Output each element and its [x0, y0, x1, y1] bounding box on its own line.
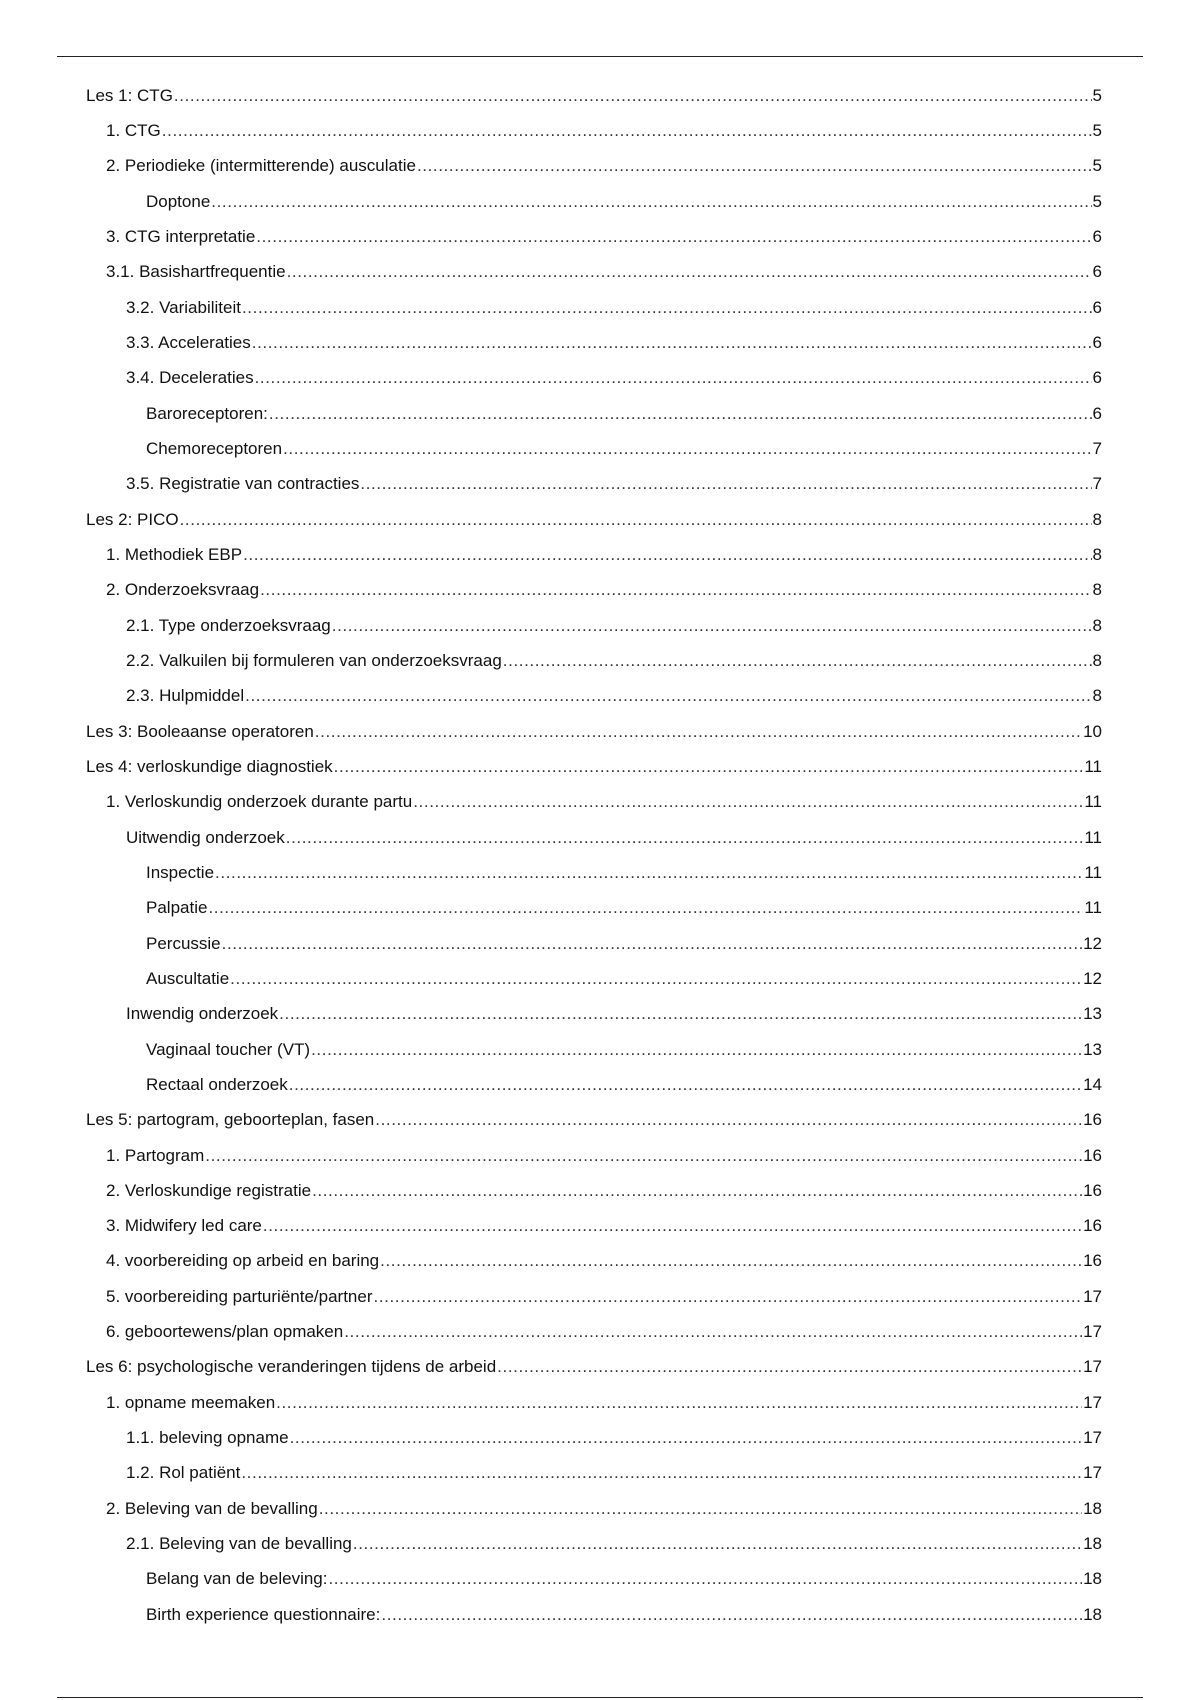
toc-entry-page-number: 11	[1084, 827, 1102, 847]
toc-entry[interactable]	[86, 1138, 1102, 1173]
toc-entry[interactable]	[86, 184, 1102, 219]
toc-entry-page-number: 8	[1092, 544, 1102, 564]
toc-entry-title: 2.3. Hulpmiddel	[126, 686, 245, 706]
toc-entry-page-number: 13	[1083, 1039, 1102, 1059]
toc-entry-title: Vaginaal toucher (VT)	[146, 1039, 311, 1059]
toc-entry-page-number: 18	[1083, 1569, 1102, 1589]
toc-entry-page-number: 18	[1083, 1604, 1102, 1624]
toc-entry-page-number: 17	[1083, 1463, 1102, 1483]
dot-leader	[260, 580, 1091, 600]
toc-entry-page-number: 16	[1083, 1110, 1102, 1130]
dot-leader	[276, 1393, 1082, 1413]
toc-entry-page-number: 10	[1083, 721, 1102, 741]
toc-entry[interactable]	[86, 1385, 1102, 1420]
toc-entry-page-number: 16	[1083, 1145, 1102, 1165]
toc-entry-title: 1. Verloskundig onderzoek durante partu	[106, 792, 413, 812]
toc-entry-title: Les 3: Booleaanse operatoren	[86, 721, 314, 741]
dot-leader	[360, 474, 1091, 494]
toc-entry-title: Inwendig onderzoek	[126, 1004, 279, 1024]
toc-entry[interactable]	[86, 1350, 1102, 1385]
dot-leader	[287, 262, 1092, 282]
dot-leader	[162, 121, 1092, 141]
toc-entry-title: Chemoreceptoren	[146, 438, 283, 458]
toc-entry-title: Les 4: verloskundige diagnostiek	[86, 756, 333, 776]
toc-entry[interactable]	[86, 255, 1102, 290]
toc-entry-title: 5. voorbereiding parturiënte/partner	[106, 1286, 373, 1306]
toc-entry-title: 3. CTG interpretatie	[106, 226, 256, 246]
dot-leader	[290, 1428, 1083, 1448]
toc-entry[interactable]	[86, 1456, 1102, 1491]
toc-entry[interactable]	[86, 290, 1102, 325]
dot-leader	[215, 863, 1083, 883]
toc-entry-title: 1. opname meemaken	[106, 1392, 276, 1412]
toc-entry[interactable]	[86, 1491, 1102, 1526]
toc-entry-page-number: 12	[1083, 933, 1102, 953]
toc-entry-page-number: 14	[1083, 1074, 1102, 1094]
dot-leader	[332, 616, 1092, 636]
toc-entry-page-number: 6	[1092, 226, 1102, 246]
toc-entry[interactable]	[86, 679, 1102, 714]
toc-entry-page-number: 12	[1083, 968, 1102, 988]
dot-leader	[283, 439, 1091, 459]
toc-entry-page-number: 16	[1083, 1216, 1102, 1236]
toc-entry-page-number: 6	[1092, 332, 1102, 352]
toc-entry[interactable]	[86, 749, 1102, 784]
toc-entry[interactable]	[86, 1173, 1102, 1208]
toc-entry-title: 2.2. Valkuilen bij formuleren van onderzoeksvraag	[126, 650, 502, 670]
toc-entry[interactable]	[86, 1597, 1102, 1632]
dot-leader	[344, 1322, 1082, 1342]
toc-entry-page-number: 11	[1084, 756, 1102, 776]
dot-leader	[255, 368, 1092, 388]
toc-entry[interactable]	[86, 855, 1102, 890]
header-rule	[57, 56, 1143, 57]
toc-entry-title: 4. voorbereiding op arbeid en baring	[106, 1251, 380, 1271]
dot-leader	[205, 1146, 1082, 1166]
dot-leader	[497, 1357, 1082, 1377]
toc-entry[interactable]	[86, 997, 1102, 1032]
dot-leader	[381, 1605, 1082, 1625]
toc-entry-title: 1.2. Rol patiënt	[126, 1463, 241, 1483]
toc-entry[interactable]	[86, 219, 1102, 254]
dot-leader	[375, 1110, 1082, 1130]
toc-entry[interactable]	[86, 1420, 1102, 1455]
toc-entry[interactable]	[86, 961, 1102, 996]
toc-entry[interactable]	[86, 1279, 1102, 1314]
dot-leader	[286, 828, 1084, 848]
toc-entry[interactable]	[86, 537, 1102, 572]
table-of-contents	[86, 78, 1102, 1632]
toc-entry[interactable]	[86, 1067, 1102, 1102]
dot-leader	[312, 1181, 1082, 1201]
toc-entry-page-number: 17	[1083, 1286, 1102, 1306]
toc-entry-title: Uitwendig onderzoek	[126, 827, 285, 847]
toc-entry-page-number: 6	[1092, 297, 1102, 317]
dot-leader	[279, 1004, 1082, 1024]
dot-leader	[241, 1463, 1082, 1483]
footer-rule	[57, 1697, 1143, 1698]
dot-leader	[311, 1040, 1082, 1060]
toc-entry-title: 6. geboortewens/plan opmaken	[106, 1322, 344, 1342]
dot-leader	[328, 1569, 1082, 1589]
toc-entry-page-number: 16	[1083, 1251, 1102, 1271]
toc-entry[interactable]	[86, 1562, 1102, 1597]
toc-entry-title: Auscultatie	[146, 968, 230, 988]
toc-entry[interactable]	[86, 820, 1102, 855]
toc-entry-title: 3.4. Deceleraties	[126, 368, 254, 388]
toc-entry[interactable]	[86, 78, 1102, 113]
dot-leader	[222, 934, 1082, 954]
toc-entry-title: Les 1: CTG	[86, 85, 173, 105]
toc-entry[interactable]	[86, 1314, 1102, 1349]
toc-entry[interactable]	[86, 573, 1102, 608]
dot-leader	[245, 686, 1091, 706]
dot-leader	[380, 1251, 1082, 1271]
toc-entry-title: 2.1. Beleving van de bevalling	[126, 1534, 352, 1554]
toc-entry[interactable]	[86, 926, 1102, 961]
toc-entry-page-number: 11	[1084, 862, 1102, 882]
toc-entry[interactable]	[86, 1244, 1102, 1279]
dot-leader	[319, 1499, 1082, 1519]
toc-entry-page-number: 17	[1083, 1322, 1102, 1342]
toc-entry[interactable]	[86, 325, 1102, 360]
toc-entry-title: 1. Methodiek EBP	[106, 544, 243, 564]
toc-entry-page-number: 7	[1092, 474, 1102, 494]
toc-entry[interactable]	[86, 361, 1102, 396]
toc-entry-title: 3.5. Registratie van contracties	[126, 474, 360, 494]
toc-entry-title: 2. Beleving van de bevalling	[106, 1498, 318, 1518]
toc-entry-title: Les 6: psychologische veranderingen tijdens de arbeid	[86, 1357, 497, 1377]
toc-entry-title: Palpatie	[146, 898, 208, 918]
toc-entry[interactable]	[86, 643, 1102, 678]
toc-entry[interactable]	[86, 714, 1102, 749]
dot-leader	[417, 156, 1092, 176]
toc-entry-page-number: 6	[1092, 403, 1102, 423]
toc-entry-page-number: 17	[1083, 1392, 1102, 1412]
toc-entry[interactable]	[86, 467, 1102, 502]
dot-leader	[374, 1287, 1083, 1307]
toc-entry-title: 3.1. Basishartfrequentie	[106, 262, 286, 282]
dot-leader	[269, 404, 1092, 424]
toc-entry[interactable]	[86, 431, 1102, 466]
toc-entry-title: Doptone	[146, 191, 211, 211]
dot-leader	[174, 86, 1092, 106]
toc-entry[interactable]	[86, 502, 1102, 537]
toc-entry-page-number: 8	[1092, 615, 1102, 635]
toc-entry-title: 2. Periodieke (intermitterende) ausculatie	[106, 156, 416, 176]
toc-entry-title: Belang van de beleving:	[146, 1569, 328, 1589]
toc-entry-page-number: 11	[1084, 792, 1102, 812]
toc-entry[interactable]	[86, 1526, 1102, 1561]
toc-entry[interactable]	[86, 891, 1102, 926]
dot-leader	[211, 192, 1091, 212]
dot-leader	[242, 298, 1092, 318]
toc-entry-title: Inspectie	[146, 862, 215, 882]
toc-entry-title: Les 5: partogram, geboorteplan, fasen	[86, 1110, 375, 1130]
toc-entry-page-number: 11	[1084, 898, 1102, 918]
toc-entry-page-number: 8	[1092, 650, 1102, 670]
toc-entry[interactable]	[86, 1103, 1102, 1138]
dot-leader	[353, 1534, 1082, 1554]
toc-entry-title: 1.1. beleving opname	[126, 1428, 289, 1448]
toc-entry-title: Percussie	[146, 933, 221, 953]
toc-entry-title: Les 2: PICO	[86, 509, 179, 529]
toc-entry-page-number: 5	[1092, 85, 1102, 105]
dot-leader	[243, 545, 1091, 565]
toc-entry[interactable]	[86, 1032, 1102, 1067]
dot-leader	[289, 1075, 1082, 1095]
toc-entry-page-number: 8	[1092, 580, 1102, 600]
dot-leader	[334, 757, 1084, 777]
toc-entry-title: 1. Partogram	[106, 1145, 205, 1165]
dot-leader	[180, 510, 1092, 530]
toc-entry[interactable]	[86, 113, 1102, 148]
toc-entry[interactable]	[86, 608, 1102, 643]
toc-entry-title: 2. Verloskundige registratie	[106, 1180, 312, 1200]
toc-entry-page-number: 7	[1092, 438, 1102, 458]
toc-entry-page-number: 13	[1083, 1004, 1102, 1024]
toc-entry-page-number: 18	[1083, 1498, 1102, 1518]
toc-entry[interactable]	[86, 1209, 1102, 1244]
toc-entry-title: Rectaal onderzoek	[146, 1074, 288, 1094]
toc-entry-page-number: 5	[1092, 191, 1102, 211]
toc-entry-page-number: 17	[1083, 1357, 1102, 1377]
toc-entry-page-number: 6	[1092, 368, 1102, 388]
toc-entry-title: Birth experience questionnaire:	[146, 1604, 381, 1624]
dot-leader	[256, 227, 1091, 247]
toc-entry[interactable]	[86, 785, 1102, 820]
toc-entry-title: 3.3. Acceleraties	[126, 332, 251, 352]
dot-leader	[252, 333, 1092, 353]
toc-entry-page-number: 8	[1092, 686, 1102, 706]
toc-entry-title: 2.1. Type onderzoeksvraag	[126, 615, 331, 635]
toc-entry-title: 2. Onderzoeksvraag	[106, 580, 260, 600]
toc-entry-page-number: 16	[1083, 1180, 1102, 1200]
toc-entry-page-number: 5	[1092, 120, 1102, 140]
toc-entry-title: 1. CTG	[106, 120, 161, 140]
dot-leader	[208, 898, 1083, 918]
toc-entry-title: Baroreceptoren:	[146, 403, 268, 423]
dot-leader	[230, 969, 1082, 989]
dot-leader	[503, 651, 1092, 671]
dot-leader	[263, 1216, 1082, 1236]
toc-entry-page-number: 5	[1092, 156, 1102, 176]
toc-entry-page-number: 18	[1083, 1534, 1102, 1554]
toc-entry-title: 3. Midwifery led care	[106, 1216, 262, 1236]
toc-entry-title: 3.2. Variabiliteit	[126, 297, 241, 317]
dot-leader	[413, 792, 1083, 812]
toc-entry[interactable]	[86, 149, 1102, 184]
toc-entry[interactable]	[86, 396, 1102, 431]
toc-entry-page-number: 6	[1092, 262, 1102, 282]
toc-entry-page-number: 8	[1092, 509, 1102, 529]
toc-entry-page-number: 17	[1083, 1428, 1102, 1448]
dot-leader	[315, 722, 1082, 742]
